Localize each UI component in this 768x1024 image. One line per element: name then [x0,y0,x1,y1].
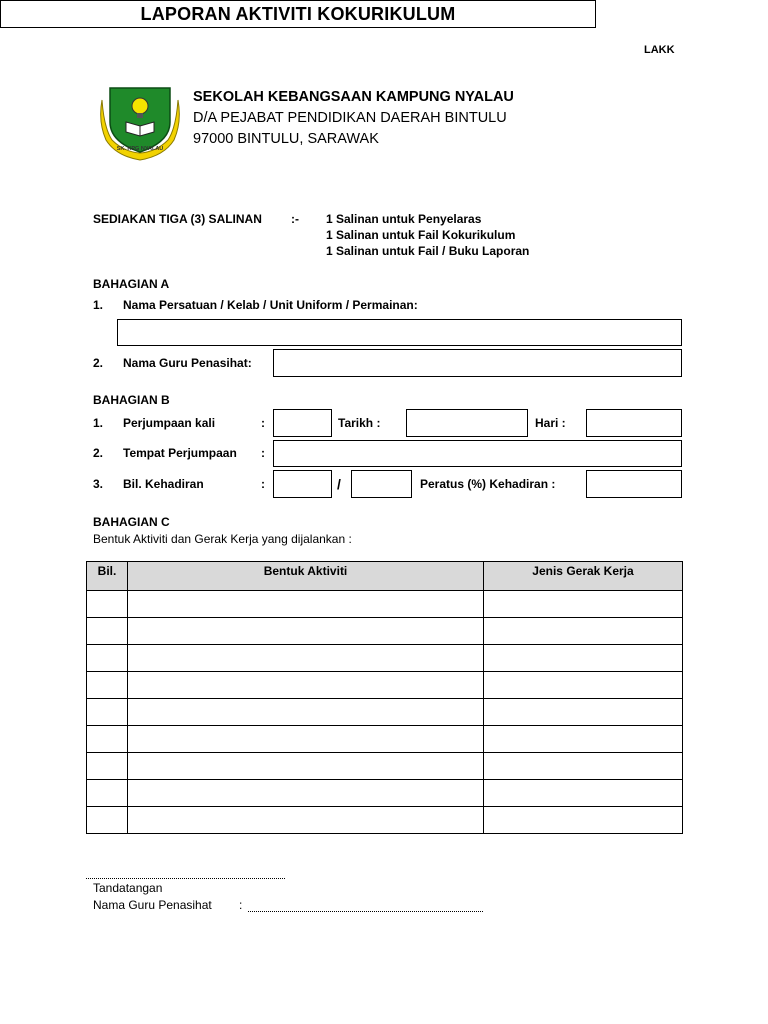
meeting-number-label: Perjumpaan kali [123,416,216,430]
attendance-percent-label: Peratus (%) Kehadiran : [420,477,556,491]
table-header-row [87,562,683,591]
meeting-place-label: Tempat Perjumpaan [123,446,237,460]
work-cell[interactable] [484,645,683,672]
bil-cell[interactable] [87,645,128,672]
colon: : [261,446,265,460]
copies-item: 1 Salinan untuk Fail Kokurikulum [326,228,516,242]
attendance-present-field[interactable] [273,470,332,498]
school-address-line-2: 97000 BINTULU, SARAWAK [193,131,379,147]
bil-cell[interactable] [87,591,128,618]
activity-cell[interactable] [128,645,484,672]
activity-table [86,561,683,834]
advisor-name-label: Nama Guru Penasihat: [123,356,252,370]
attendance-label: Bil. Kehadiran [123,477,204,491]
colon: : [261,477,265,491]
form-code: LAKK [644,44,675,56]
attendance-total-field[interactable] [351,470,412,498]
activity-cell[interactable] [128,699,484,726]
activity-cell[interactable] [128,753,484,780]
school-name: SEKOLAH KEBANGSAAN KAMPUNG NYALAU [193,89,514,105]
activity-cell[interactable] [128,618,484,645]
section-c-subheading: Bentuk Aktiviti dan Gerak Kerja yang dijalankan : [93,532,352,546]
table-row [87,591,683,618]
copies-separator: :- [291,212,299,226]
signature-label: Tandatangan [93,881,163,895]
form-title: LAPORAN AKTIVITI KOKURIKULUM [140,3,456,24]
attendance-slash: / [337,476,341,492]
school-crest-icon [96,82,184,162]
date-field[interactable] [406,409,528,437]
activity-cell[interactable] [128,726,484,753]
copies-item: 1 Salinan untuk Penyelaras [326,212,482,226]
section-a-q2-number: 2. [93,356,104,370]
column-header-bil: Bil. [87,562,128,591]
advisor-name-field[interactable] [273,349,682,377]
crest-text: SK. KPG NYALAU [116,146,164,152]
table-row [87,807,683,834]
date-label: Tarikh : [338,416,381,430]
section-a-heading: BAHAGIAN A [93,277,170,291]
table-row [87,645,683,672]
work-cell[interactable] [484,780,683,807]
table-row [87,780,683,807]
advisor-signature-name-line[interactable] [248,911,483,912]
work-cell[interactable] [484,753,683,780]
bil-cell[interactable] [87,699,128,726]
table-row [87,753,683,780]
copies-item: 1 Salinan untuk Fail / Buku Laporan [326,244,530,258]
activity-cell[interactable] [128,807,484,834]
section-b-heading: BAHAGIAN B [93,393,170,407]
section-b-q2-number: 2. [93,446,104,460]
advisor-signature-name-label: Nama Guru Penasihat [93,898,212,912]
table-row [87,618,683,645]
bil-cell[interactable] [87,672,128,699]
bil-cell[interactable] [87,807,128,834]
table-row [87,672,683,699]
colon: : [261,416,265,430]
activity-cell[interactable] [128,672,484,699]
work-cell[interactable] [484,726,683,753]
section-b-q3-number: 3. [93,477,104,491]
bil-cell[interactable] [87,726,128,753]
work-cell[interactable] [484,618,683,645]
bil-cell[interactable] [87,618,128,645]
signature-line[interactable] [86,878,285,879]
section-a-q1-number: 1. [93,298,104,312]
day-field[interactable] [586,409,682,437]
table-row [87,726,683,753]
work-cell[interactable] [484,672,683,699]
column-header-work: Jenis Gerak Kerja [484,562,683,591]
table-row [87,699,683,726]
meeting-place-field[interactable] [273,440,682,467]
activity-table-body [87,591,683,834]
activity-cell[interactable] [128,591,484,618]
colon: : [239,898,243,912]
work-cell[interactable] [484,591,683,618]
school-address-line-1: D/A PEJABAT PENDIDIKAN DAERAH BINTULU [193,110,507,126]
attendance-percent-field[interactable] [586,470,682,498]
bil-cell[interactable] [87,780,128,807]
work-cell[interactable] [484,699,683,726]
column-header-activity: Bentuk Aktiviti [128,562,484,591]
copies-label: SEDIAKAN TIGA (3) SALINAN [93,212,262,226]
form-title-box [0,0,596,28]
section-c-heading: BAHAGIAN C [93,515,170,529]
club-name-label: Nama Persatuan / Kelab / Unit Uniform / Permainan: [123,298,418,312]
meeting-number-field[interactable] [273,409,332,437]
bil-cell[interactable] [87,753,128,780]
work-cell[interactable] [484,807,683,834]
section-b-q1-number: 1. [93,416,104,430]
day-label: Hari : [535,416,566,430]
activity-cell[interactable] [128,780,484,807]
club-name-field[interactable] [117,319,682,346]
